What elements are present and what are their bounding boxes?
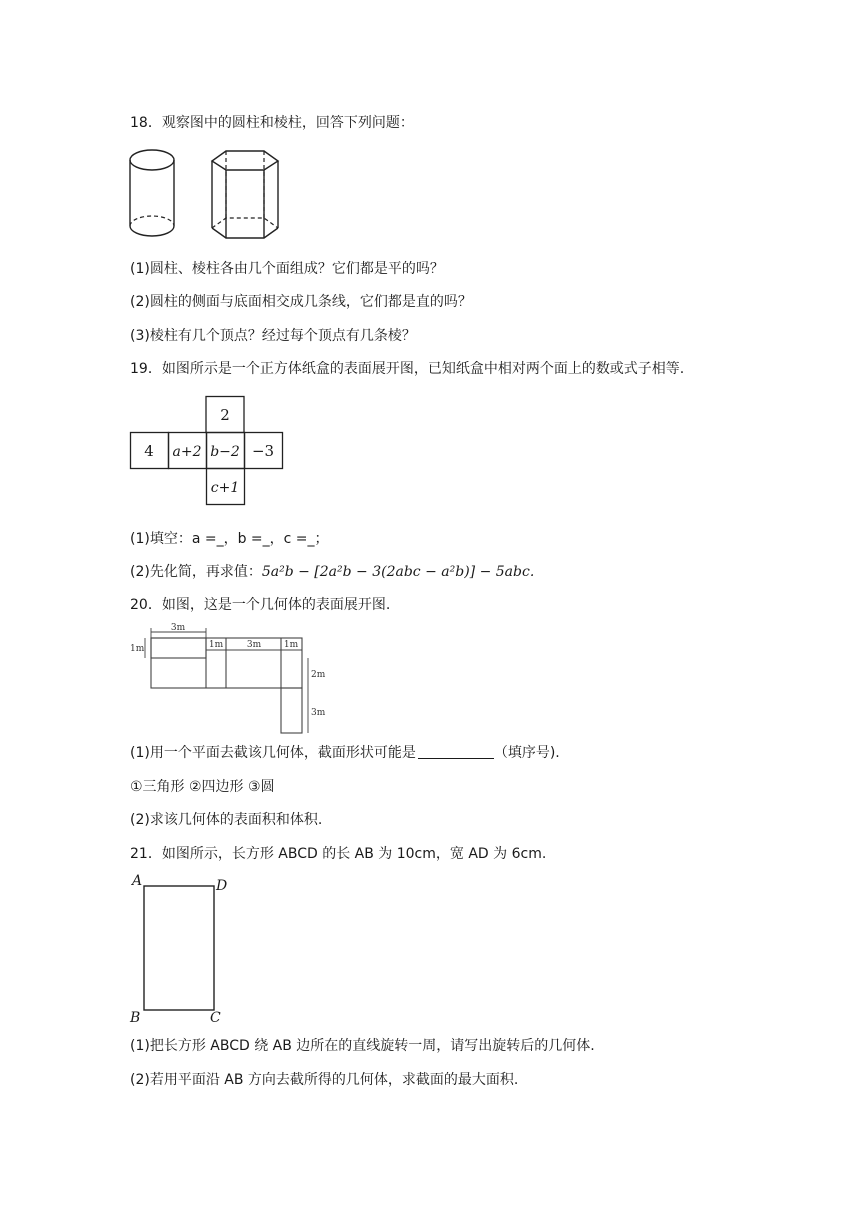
label-b: B [130,1010,141,1026]
dim-1m-mid: 1m [208,640,224,650]
cube-cell-left: 4 [144,442,154,460]
q20-sub1 [130,744,560,762]
cube-cell-right: −3 [251,442,275,460]
dim-3m-bottom: 3m [311,708,326,718]
q18-sub1: (1)圆柱、棱柱各由几个面组成？它们都是平的吗？ [130,261,444,277]
q20-sub1-text: (1)用一个平面去截该几何体，截面形状可能是 [130,745,416,761]
q18-title: 18．观察图中的圆柱和棱柱，回答下列问题： [130,115,414,131]
q19-sub2-expression: 5a²b − [2a²b − 3(2abc − a²b)] − 5abc. [261,564,535,580]
answer-blank[interactable] [418,744,494,759]
label-a: A [132,873,143,889]
q20-sub1-suffix: （填序号). [493,745,560,761]
cylinder-figure [126,146,182,242]
q19-sub1: (1)填空：a =_，b =_，c =_； [130,531,329,547]
q20-options: ①三角形 ②四边形 ③圆 [130,779,275,795]
q21-sub1: (1)把长方形 ABCD 绕 AB 边所在的直线旋转一周，请写出旋转后的几何体. [130,1038,595,1054]
cube-net-figure [130,396,290,510]
q19-sub2-prefix: (2)先化简，再求值： [130,564,262,580]
q20-sub2: (2)求该几何体的表面积和体积. [130,812,323,828]
q18-sub3: (3)棱柱有几个顶点？经过每个顶点有几条棱？ [130,328,416,344]
dim-3m-top: 3m [170,623,186,633]
dim-1m-left: 1m [130,644,145,654]
cube-cell-b: b−2 [210,444,240,460]
cube-cell-bottom: c+1 [210,480,240,496]
q19-sub2 [130,563,534,581]
q21-sub2: (2)若用平面沿 AB 方向去截所得的几何体，求截面的最大面积. [130,1072,519,1088]
prism-net-figure [128,622,328,734]
dim-1m-right: 1m [283,640,299,650]
q20-title: 20．如图，这是一个几何体的表面展开图. [130,597,391,613]
hexagonal-prism-figure [208,146,284,242]
label-d: D [216,878,228,894]
rectangle-abcd-figure [128,872,232,1024]
q21-title: 21．如图所示，长方形 ABCD 的长 AB 为 10cm，宽 AD 为 6cm. [130,846,547,862]
q18-sub2: (2)圆柱的侧面与底面相交成几条线，它们都是直的吗？ [130,294,472,310]
cube-cell-a: a+2 [172,444,202,460]
q19-title: 19．如图所示是一个正方体纸盒的表面展开图，已知纸盒中相对两个面上的数或式子相等. [130,361,685,377]
dim-3m-mid: 3m [246,640,262,650]
cube-cell-top: 2 [220,406,230,424]
dim-2m: 2m [311,670,326,680]
label-c: C [210,1010,221,1026]
